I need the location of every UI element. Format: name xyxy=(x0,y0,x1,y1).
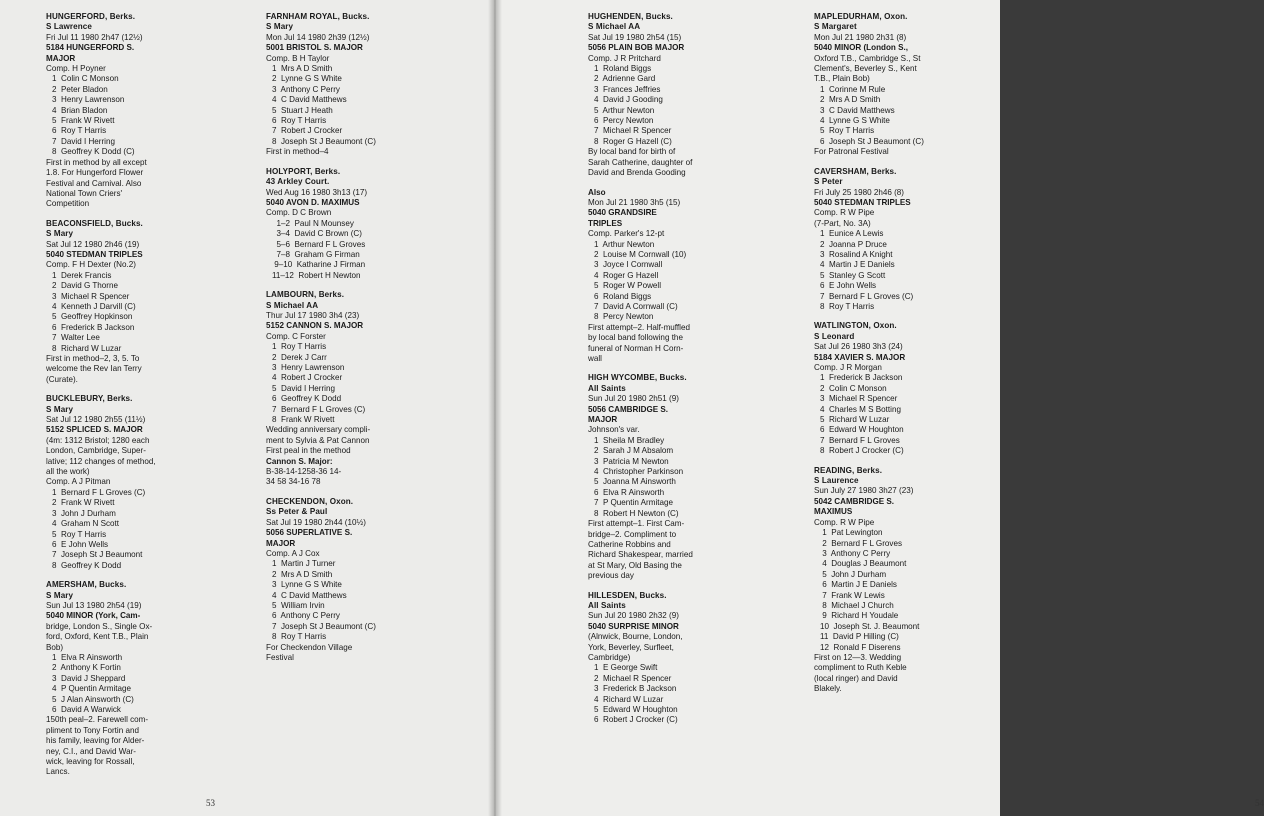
peal-footnote: David and Brenda Gooding xyxy=(588,168,686,178)
peal-footnote: For Checkendon Village xyxy=(266,642,353,652)
peal-footnote: (Curate). xyxy=(46,374,78,384)
peal-footnote: National Town Criers' xyxy=(46,188,123,198)
peal-footnote: lative; 112 changes of method, xyxy=(46,456,156,466)
column-2 xyxy=(266,12,446,672)
peal-method: 5001 BRISTOL S. MAJOR xyxy=(266,43,363,53)
peal-date: Mon Jul 21 1980 3h5 (15) xyxy=(588,197,681,207)
peal-date: Wed Aug 16 1980 3h13 (17) xyxy=(266,187,368,197)
ringer-line: 3 Anthony C Perry xyxy=(820,548,891,558)
peal-composer: Johnson's var. xyxy=(588,425,640,435)
peal-composer: Comp. R W Pipe xyxy=(814,208,875,218)
ringer-line: 1 Derek Francis xyxy=(52,270,112,280)
peal-footnote: Catherine Robbins and xyxy=(588,539,671,549)
peal-location: LAMBOURN, Berks. xyxy=(266,290,345,300)
peal-record xyxy=(266,167,446,281)
peal-method: 5040 SURPRISE MINOR xyxy=(588,621,679,631)
peal-date: Fri July 25 1980 2h46 (8) xyxy=(814,187,904,197)
peal-footnote: ney, C.I., and David War- xyxy=(46,746,136,756)
peal-composer: Comp. R W Pipe xyxy=(814,517,875,527)
peal-method: 5184 HUNGERFORD S. xyxy=(46,43,135,53)
peal-footnote: First peal in the method xyxy=(266,446,351,456)
ringer-line: 4 Kenneth J Darvill (C) xyxy=(52,301,136,311)
peal-method: 5040 STEDMAN TRIPLES xyxy=(814,197,911,207)
ringer-line: 2 Frank W Rivett xyxy=(52,498,115,508)
peal-location: CAVERSHAM, Berks. xyxy=(814,166,897,176)
ringer-line: 8 Richard W Luzar xyxy=(52,343,122,353)
peal-date: Fri Jul 11 1980 2h47 (12½) xyxy=(46,32,143,42)
ringer-line: 1 E George Swift xyxy=(594,663,658,673)
ringer-line: 6 Edward W Houghton xyxy=(820,425,904,435)
peal-footnote: Lancs. xyxy=(46,767,70,777)
peal-composer: Comp. H Poyner xyxy=(46,64,106,74)
peal-record xyxy=(588,188,768,365)
ringer-line: 11–12 Robert H Newton xyxy=(272,270,361,280)
ringer-line: 5 Stanley G Scott xyxy=(820,270,886,280)
ringer-line: 2 Joanna P Druce xyxy=(820,239,887,249)
peal-location: All Saints xyxy=(588,383,626,393)
column-1 xyxy=(46,12,226,787)
ringer-line: 3–4 David C Brown (C) xyxy=(272,229,362,239)
ringer-line: 1 Mrs A D Smith xyxy=(272,64,333,74)
peal-record xyxy=(588,373,768,581)
ringer-line: 6 Geoffrey K Dodd xyxy=(272,394,342,404)
peal-footnote: pliment to Tony Fortin and xyxy=(46,725,139,735)
ringer-line: 1 Sheila M Bradley xyxy=(594,435,665,445)
ringer-line: 8 Roger G Hazell (C) xyxy=(594,136,672,146)
ringer-line: 5 Stuart J Heath xyxy=(272,105,333,115)
ringer-line: 6 E John Wells xyxy=(820,281,877,291)
peal-location: WATLINGTON, Oxon. xyxy=(814,321,897,331)
peal-composer: (7-Part, No. 3A) xyxy=(814,218,871,228)
peal-location: READING, Berks. xyxy=(814,465,883,475)
peal-location: S Lawrence xyxy=(46,22,92,32)
ringer-line: 8 Michael J Church xyxy=(820,600,894,610)
ringer-line: 2 Bernard F L Groves xyxy=(820,538,903,548)
ringer-line: 12 Ronald F Diserens xyxy=(820,642,901,652)
ringer-line: 6 David A Warwick xyxy=(52,705,121,714)
peal-record xyxy=(46,219,226,386)
peal-record xyxy=(266,497,446,664)
peal-footnote: Cambridge) xyxy=(588,652,631,662)
peal-composer: Comp. B H Taylor xyxy=(266,53,330,63)
peal-composer: Comp. C Forster xyxy=(266,331,326,341)
peal-location: CHECKENDON, Oxon. xyxy=(266,496,354,506)
peal-footnote: By local band for birth of xyxy=(588,147,676,157)
peal-record xyxy=(814,466,994,695)
peal-footnote: all the work) xyxy=(46,467,90,477)
peal-record xyxy=(814,12,994,158)
ringer-line: 4 Roger G Hazell xyxy=(594,270,659,280)
peal-footnote: First in method–4 xyxy=(266,147,329,157)
ringer-line: 6 Frederick B Jackson xyxy=(52,322,135,332)
ringer-line: 7 David I Herring xyxy=(52,136,115,146)
peal-location: S Mary xyxy=(46,404,74,414)
ringer-line: 3 Michael R Spencer xyxy=(820,394,898,404)
peal-method: 5056 CAMBRIDGE S. xyxy=(588,404,669,414)
peal-record xyxy=(46,580,226,778)
peal-footnote: First attempt–1. First Cam- xyxy=(588,519,685,529)
peal-date: Mon Jul 21 1980 2h31 (8) xyxy=(814,32,907,42)
ringer-line: 9 Richard H Youdale xyxy=(820,611,899,621)
ringer-line: 10 Joseph St. J. Beaumont xyxy=(820,621,920,631)
ringer-line: 8 Joseph St J Beaumont (C) xyxy=(272,136,376,146)
peal-date: Sun Jul 20 1980 2h32 (9) xyxy=(588,611,679,621)
ringer-line: 4 Douglas J Beaumont xyxy=(820,559,907,569)
column-4 xyxy=(814,12,994,704)
ringer-line: 2 Michael R Spencer xyxy=(594,673,672,683)
ringer-line: 3 John J Durham xyxy=(52,508,116,518)
ringer-line: 7 Bernard F L Groves (C) xyxy=(272,404,366,414)
ringer-line: 8 Robert J Crocker (C) xyxy=(820,446,904,456)
ringer-line: 7 Joseph St J Beaumont xyxy=(52,550,143,560)
peal-date: Sun Jul 13 1980 2h54 (19) xyxy=(46,600,142,610)
peal-footnote: Blakely. xyxy=(814,684,842,694)
ringer-line: 2 Colin C Monson xyxy=(820,383,887,393)
peal-footnote: Clement's, Beverley S., Kent xyxy=(814,64,917,74)
ringer-line: 2 Derek J Carr xyxy=(272,352,327,362)
ringer-line: 6 Anthony C Perry xyxy=(272,611,340,621)
peal-footnote: bridge–2. Compliment to xyxy=(588,529,677,539)
peal-location: HOLYPORT, Berks. xyxy=(266,166,341,176)
peal-composer: Comp. J R Pritchard xyxy=(588,53,661,63)
ringer-line: 8 Geoffrey K Dodd (C) xyxy=(52,147,135,157)
peal-location: BEACONSFIELD, Bucks. xyxy=(46,218,143,228)
peal-method: 5040 MINOR (York, Cam- xyxy=(46,611,141,621)
ringer-line: 5 Roy T Harris xyxy=(52,529,107,539)
ringer-line: 7 Michael R Spencer xyxy=(594,126,672,136)
ringer-line: 3 Frances Jeffries xyxy=(594,84,661,94)
ringer-line: 4 Brian Bladon xyxy=(52,105,108,115)
peal-record xyxy=(266,290,446,488)
ringer-line: 7 David A Cornwall (C) xyxy=(594,301,678,311)
ringer-line: 7 Bernard F L Groves (C) xyxy=(820,291,914,301)
peal-date: Sat Jul 26 1980 3h3 (24) xyxy=(814,342,903,352)
ringer-line: 4 Graham N Scott xyxy=(52,519,120,529)
peal-footnote: at St Mary, Old Basing the xyxy=(588,560,682,570)
peal-location: FARNHAM ROYAL, Bucks. xyxy=(266,12,370,21)
ringer-line: 6 Roy T Harris xyxy=(272,116,327,126)
ringer-line: 7–8 Graham G Firman xyxy=(272,249,360,259)
ringer-line: 1 Colin C Monson xyxy=(52,74,119,84)
ringer-line: 6 Percy Newton xyxy=(594,116,654,126)
ringer-line: 5 Frank W Rivett xyxy=(52,116,115,126)
peal-date: Sat Jul 19 1980 2h44 (10½) xyxy=(266,517,366,527)
ringer-line: 2 Mrs A D Smith xyxy=(820,95,881,105)
peal-date: Mon Jul 14 1980 2h39 (12½) xyxy=(266,32,370,42)
peal-location: S Leonard xyxy=(814,331,855,341)
ringer-line: 3 Rosalind A Knight xyxy=(820,249,893,259)
ringer-line: 6 Robert J Crocker (C) xyxy=(594,715,678,725)
peal-footnote: First in method by all except xyxy=(46,157,147,167)
peal-footnote: his family, leaving for Alder- xyxy=(46,736,145,746)
ringer-line: 2 Lynne G S White xyxy=(272,74,342,84)
peal-location: AMERSHAM, Bucks. xyxy=(46,580,127,590)
peal-method: 5056 SUPERLATIVE S. xyxy=(266,528,353,538)
peal-location: S Michael AA xyxy=(266,300,319,310)
ringer-line: 6 E John Wells xyxy=(52,539,109,549)
ringer-line: 3 Henry Lawrenson xyxy=(272,363,345,372)
peal-method: Cannon S. Major: xyxy=(266,456,333,466)
peal-footnote: B-38-14-1258-36 14- xyxy=(266,467,342,477)
peal-footnote: wick, leaving for Rossall, xyxy=(46,757,135,767)
ringer-line: 7 Bernard F L Groves xyxy=(820,435,900,445)
ringer-line: 8 Geoffrey K Dodd xyxy=(52,560,122,570)
peal-method: MAJOR xyxy=(266,538,296,548)
peal-method: 5152 SPLICED S. MAJOR xyxy=(46,425,143,435)
ringer-line: 6 Roy T Harris xyxy=(52,126,107,136)
ringer-line: 5 Richard W Luzar xyxy=(820,415,890,425)
ringer-line: 3 Joyce I Cornwall xyxy=(594,260,663,270)
ringer-line: 8 Frank W Rivett xyxy=(272,415,335,425)
ringer-line: 3 Lynne G S White xyxy=(272,580,342,590)
peal-record xyxy=(814,321,994,456)
ringer-line: 5 Edward W Houghton xyxy=(594,705,678,714)
peal-footnote: (Alnwick, Bourne, London, xyxy=(588,632,683,642)
peal-footnote: Wedding anniversary compli- xyxy=(266,425,371,435)
ringer-line: 5 David I Herring xyxy=(272,383,335,393)
peal-location: All Saints xyxy=(588,600,626,610)
peal-method: TRIPLES xyxy=(588,218,623,228)
ringer-line: 6 Joseph St J Beaumont (C) xyxy=(820,136,924,146)
peal-composer: Comp. A J Cox xyxy=(266,548,320,558)
ringer-line: 7 P Quentin Armitage xyxy=(594,498,674,508)
ringer-line: 2 Louise M Cornwall (10) xyxy=(594,249,687,259)
peal-footnote: Festival xyxy=(266,652,294,662)
ringer-line: 1 Martin J Turner xyxy=(272,559,336,569)
peal-record xyxy=(588,12,768,179)
ringer-line: 5 Geoffrey Hopkinson xyxy=(52,312,133,322)
peal-footnote: Festival and Carnival. Also xyxy=(46,178,142,188)
ringer-line: 1 Frederick B Jackson xyxy=(820,373,903,383)
peal-date: Sat Jul 12 1980 2h46 (19) xyxy=(46,239,140,249)
peal-date: Sat Jul 12 1980 2h55 (11½) xyxy=(46,415,146,425)
peal-location: HILLESDEN, Bucks. xyxy=(588,590,667,600)
peal-footnote: First attempt–2. Half-muffled xyxy=(588,322,690,332)
peal-location: HUGHENDEN, Bucks. xyxy=(588,12,673,21)
ringer-line: 1 Corinne M Rule xyxy=(820,84,886,94)
peal-location: S Margaret xyxy=(814,22,857,32)
ringer-line: 5 Roy T Harris xyxy=(820,126,875,136)
column-3 xyxy=(588,12,768,735)
peal-record xyxy=(814,167,994,313)
peal-method: MAXIMUS xyxy=(814,507,853,517)
ringer-line: 4 Christopher Parkinson xyxy=(594,467,684,477)
ringer-line: 4 Richard W Luzar xyxy=(594,694,664,704)
ringer-line: 4 C David Matthews xyxy=(272,95,347,105)
ringer-line: 4 David J Gooding xyxy=(594,95,663,105)
ringer-line: 2 David G Thorne xyxy=(52,281,118,291)
peal-location: HUNGERFORD, Berks. xyxy=(46,12,136,21)
peal-footnote: First on 12—3. Wedding xyxy=(814,652,902,662)
peal-footnote: T.B., Plain Bob) xyxy=(814,74,870,84)
ringer-line: 1 Roy T Harris xyxy=(272,342,327,352)
peal-date: Thur Jul 17 1980 3h4 (23) xyxy=(266,310,360,320)
peal-footnote: Sarah Catherine, daughter of xyxy=(588,157,693,167)
peal-method: 5042 CAMBRIDGE S. xyxy=(814,496,895,506)
page-number-right: 54 xyxy=(1255,798,1264,808)
ringer-line: 8 Roy T Harris xyxy=(820,301,875,311)
ringer-line: 11 David P Hilling (C) xyxy=(820,632,899,642)
ringer-line: 8 Robert H Newton (C) xyxy=(594,508,679,518)
peal-footnote: welcome the Rev Ian Terry xyxy=(46,364,142,374)
page-number-left: 53 xyxy=(206,798,215,808)
peal-footnote: ment to Sylvia & Pat Cannon xyxy=(266,435,370,445)
peal-location: S Peter xyxy=(814,177,843,187)
peal-record xyxy=(46,394,226,571)
ringer-line: 2 Mrs A D Smith xyxy=(272,569,333,579)
ringer-line: 7 Frank W Lewis xyxy=(820,590,885,600)
ringer-line: 5–6 Bernard F L Groves xyxy=(272,239,366,249)
ringer-line: 4 Charles M S Botting xyxy=(820,404,901,414)
peal-composer: Comp. J R Morgan xyxy=(814,363,882,372)
peal-footnote: ford, Oxford, Kent T.B., Plain xyxy=(46,632,149,642)
ringer-line: 6 Elva R Ainsworth xyxy=(594,487,665,497)
ringer-line: 4 Lynne G S White xyxy=(820,116,890,126)
peal-footnote: compliment to Ruth Keble xyxy=(814,663,907,673)
ringer-line: 7 Walter Lee xyxy=(52,333,100,343)
ringer-line: 1 Eunice A Lewis xyxy=(820,229,884,239)
ringer-line: 7 Robert J Crocker xyxy=(272,126,343,136)
peal-footnote: First in method–2, 3, 5. To xyxy=(46,354,140,363)
peal-composer: Comp. D C Brown xyxy=(266,208,332,218)
ringer-line: 2 Anthony K Fortin xyxy=(52,663,121,673)
ringer-line: 5 Roger W Powell xyxy=(594,281,662,291)
peal-date: Sun July 27 1980 3h27 (23) xyxy=(814,486,914,496)
ringer-line: 7 Joseph St J Beaumont (C) xyxy=(272,621,376,631)
ringer-line: 2 Adrienne Gard xyxy=(594,74,656,84)
peal-method: 5040 STEDMAN TRIPLES xyxy=(46,249,143,259)
peal-footnote: Competition xyxy=(46,199,90,209)
peal-method: MAJOR xyxy=(588,415,618,425)
ringer-line: 9–10 Katharine J Firman xyxy=(272,260,366,270)
ringer-line: 4 Robert J Crocker xyxy=(272,373,343,383)
peal-footnote: funeral of Norman H Corn- xyxy=(588,343,684,353)
ringer-line: 5 J Alan Ainsworth (C) xyxy=(52,694,134,704)
peal-footnote: (local ringer) and David xyxy=(814,673,898,683)
peal-method: 5040 MINOR (London S., xyxy=(814,43,908,53)
peal-location: MAPLEDURHAM, Oxon. xyxy=(814,12,908,21)
peal-method: Also xyxy=(588,187,606,197)
book-gutter xyxy=(488,0,502,816)
peal-footnote: Bob) xyxy=(46,642,64,652)
peal-method: 5184 XAVIER S. MAJOR xyxy=(814,352,906,362)
ringer-line: 6 Martin J E Daniels xyxy=(820,580,897,590)
ringer-line: 1 Bernard F L Groves (C) xyxy=(52,487,146,497)
ringer-line: 3 David J Sheppard xyxy=(52,673,126,683)
ringer-line: 3 Patricia M Newton xyxy=(594,456,669,466)
peal-footnote: (4m: 1312 Bristol; 1280 each xyxy=(46,435,150,445)
peal-footnote: York, Beverley, Surfleet, xyxy=(588,642,674,652)
peal-record xyxy=(588,591,768,726)
peal-footnote: previous day xyxy=(588,571,634,581)
peal-footnote: 34 58 34-16 78 xyxy=(266,477,321,487)
ringer-line: 1–2 Paul N Mounsey xyxy=(272,218,354,228)
ringer-line: 8 Percy Newton xyxy=(594,312,654,322)
ringer-line: 8 Roy T Harris xyxy=(272,632,327,642)
peal-composer: Comp. F H Dexter (No.2) xyxy=(46,260,136,270)
peal-location: S Mary xyxy=(46,590,74,600)
ringer-line: 5 Arthur Newton xyxy=(594,105,655,115)
peal-date: Sat Jul 19 1980 2h54 (15) xyxy=(588,32,682,42)
peal-composer: Comp. A J Pitman xyxy=(46,477,111,487)
ringer-line: 4 P Quentin Armitage xyxy=(52,684,132,694)
peal-record xyxy=(46,12,226,210)
ringer-line: 5 John J Durham xyxy=(820,569,887,579)
peal-footnote: London, Cambridge, Super- xyxy=(46,446,146,456)
peal-method: 5152 CANNON S. MAJOR xyxy=(266,321,364,331)
peal-footnote: Oxford T.B., Cambridge S., St xyxy=(814,53,921,63)
ringer-line: 4 C David Matthews xyxy=(272,590,347,600)
ringer-line: 1 Roland Biggs xyxy=(594,64,652,74)
peal-location: S Mary xyxy=(46,229,74,239)
peal-composer: Comp. Parker's 12-pt xyxy=(588,229,665,239)
peal-method: 5056 PLAIN BOB MAJOR xyxy=(588,43,685,53)
peal-location: S Michael AA xyxy=(588,22,641,32)
peal-footnote: For Patronal Festival xyxy=(814,147,889,157)
peal-date: Sun Jul 20 1980 2h51 (9) xyxy=(588,394,679,404)
ringer-line: 1 Elva R Ainsworth xyxy=(52,652,123,662)
peal-location: HIGH WYCOMBE, Bucks. xyxy=(588,373,687,383)
peal-method: MAJOR xyxy=(46,53,76,63)
peal-footnote: 150th peal–2. Farewell com- xyxy=(46,715,149,725)
peal-footnote: bridge, London S., Single Ox- xyxy=(46,621,153,631)
ringer-line: 3 Michael R Spencer xyxy=(52,291,130,301)
peal-footnote: wall xyxy=(588,354,602,363)
peal-location: S Mary xyxy=(266,22,294,32)
ringer-line: 3 Henry Lawrenson xyxy=(52,95,125,105)
peal-footnote: 1.8. For Hungerford Flower xyxy=(46,168,144,178)
peal-location: 43 Arkley Court. xyxy=(266,177,330,187)
peal-location: BUCKLEBURY, Berks. xyxy=(46,394,133,404)
peal-method: 5040 AVON D. MAXIMUS xyxy=(266,197,360,207)
ringer-line: 4 Martin J E Daniels xyxy=(820,260,895,270)
ringer-line: 3 C David Matthews xyxy=(820,105,895,115)
ringer-line: 1 Pat Lewington xyxy=(820,528,883,538)
peal-method: 5040 GRANDSIRE xyxy=(588,208,657,218)
ringer-line: 3 Frederick B Jackson xyxy=(594,684,677,694)
ringer-line: 5 Joanna M Ainsworth xyxy=(594,477,676,487)
ringer-line: 2 Sarah J M Absalom xyxy=(594,446,674,456)
ringer-line: 6 Roland Biggs xyxy=(594,291,652,301)
peal-record xyxy=(266,12,446,158)
peal-footnote: by local band following the xyxy=(588,333,683,343)
peal-location: Ss Peter & Paul xyxy=(266,507,328,517)
peal-location: S Laurence xyxy=(814,476,859,486)
ringer-line: 1 Arthur Newton xyxy=(594,239,655,249)
ringer-line: 2 Peter Bladon xyxy=(52,84,108,94)
peal-footnote: Richard Shakespear, married xyxy=(588,550,693,560)
ringer-line: 3 Anthony C Perry xyxy=(272,84,340,94)
ringer-line: 5 William Irvin xyxy=(272,600,325,610)
